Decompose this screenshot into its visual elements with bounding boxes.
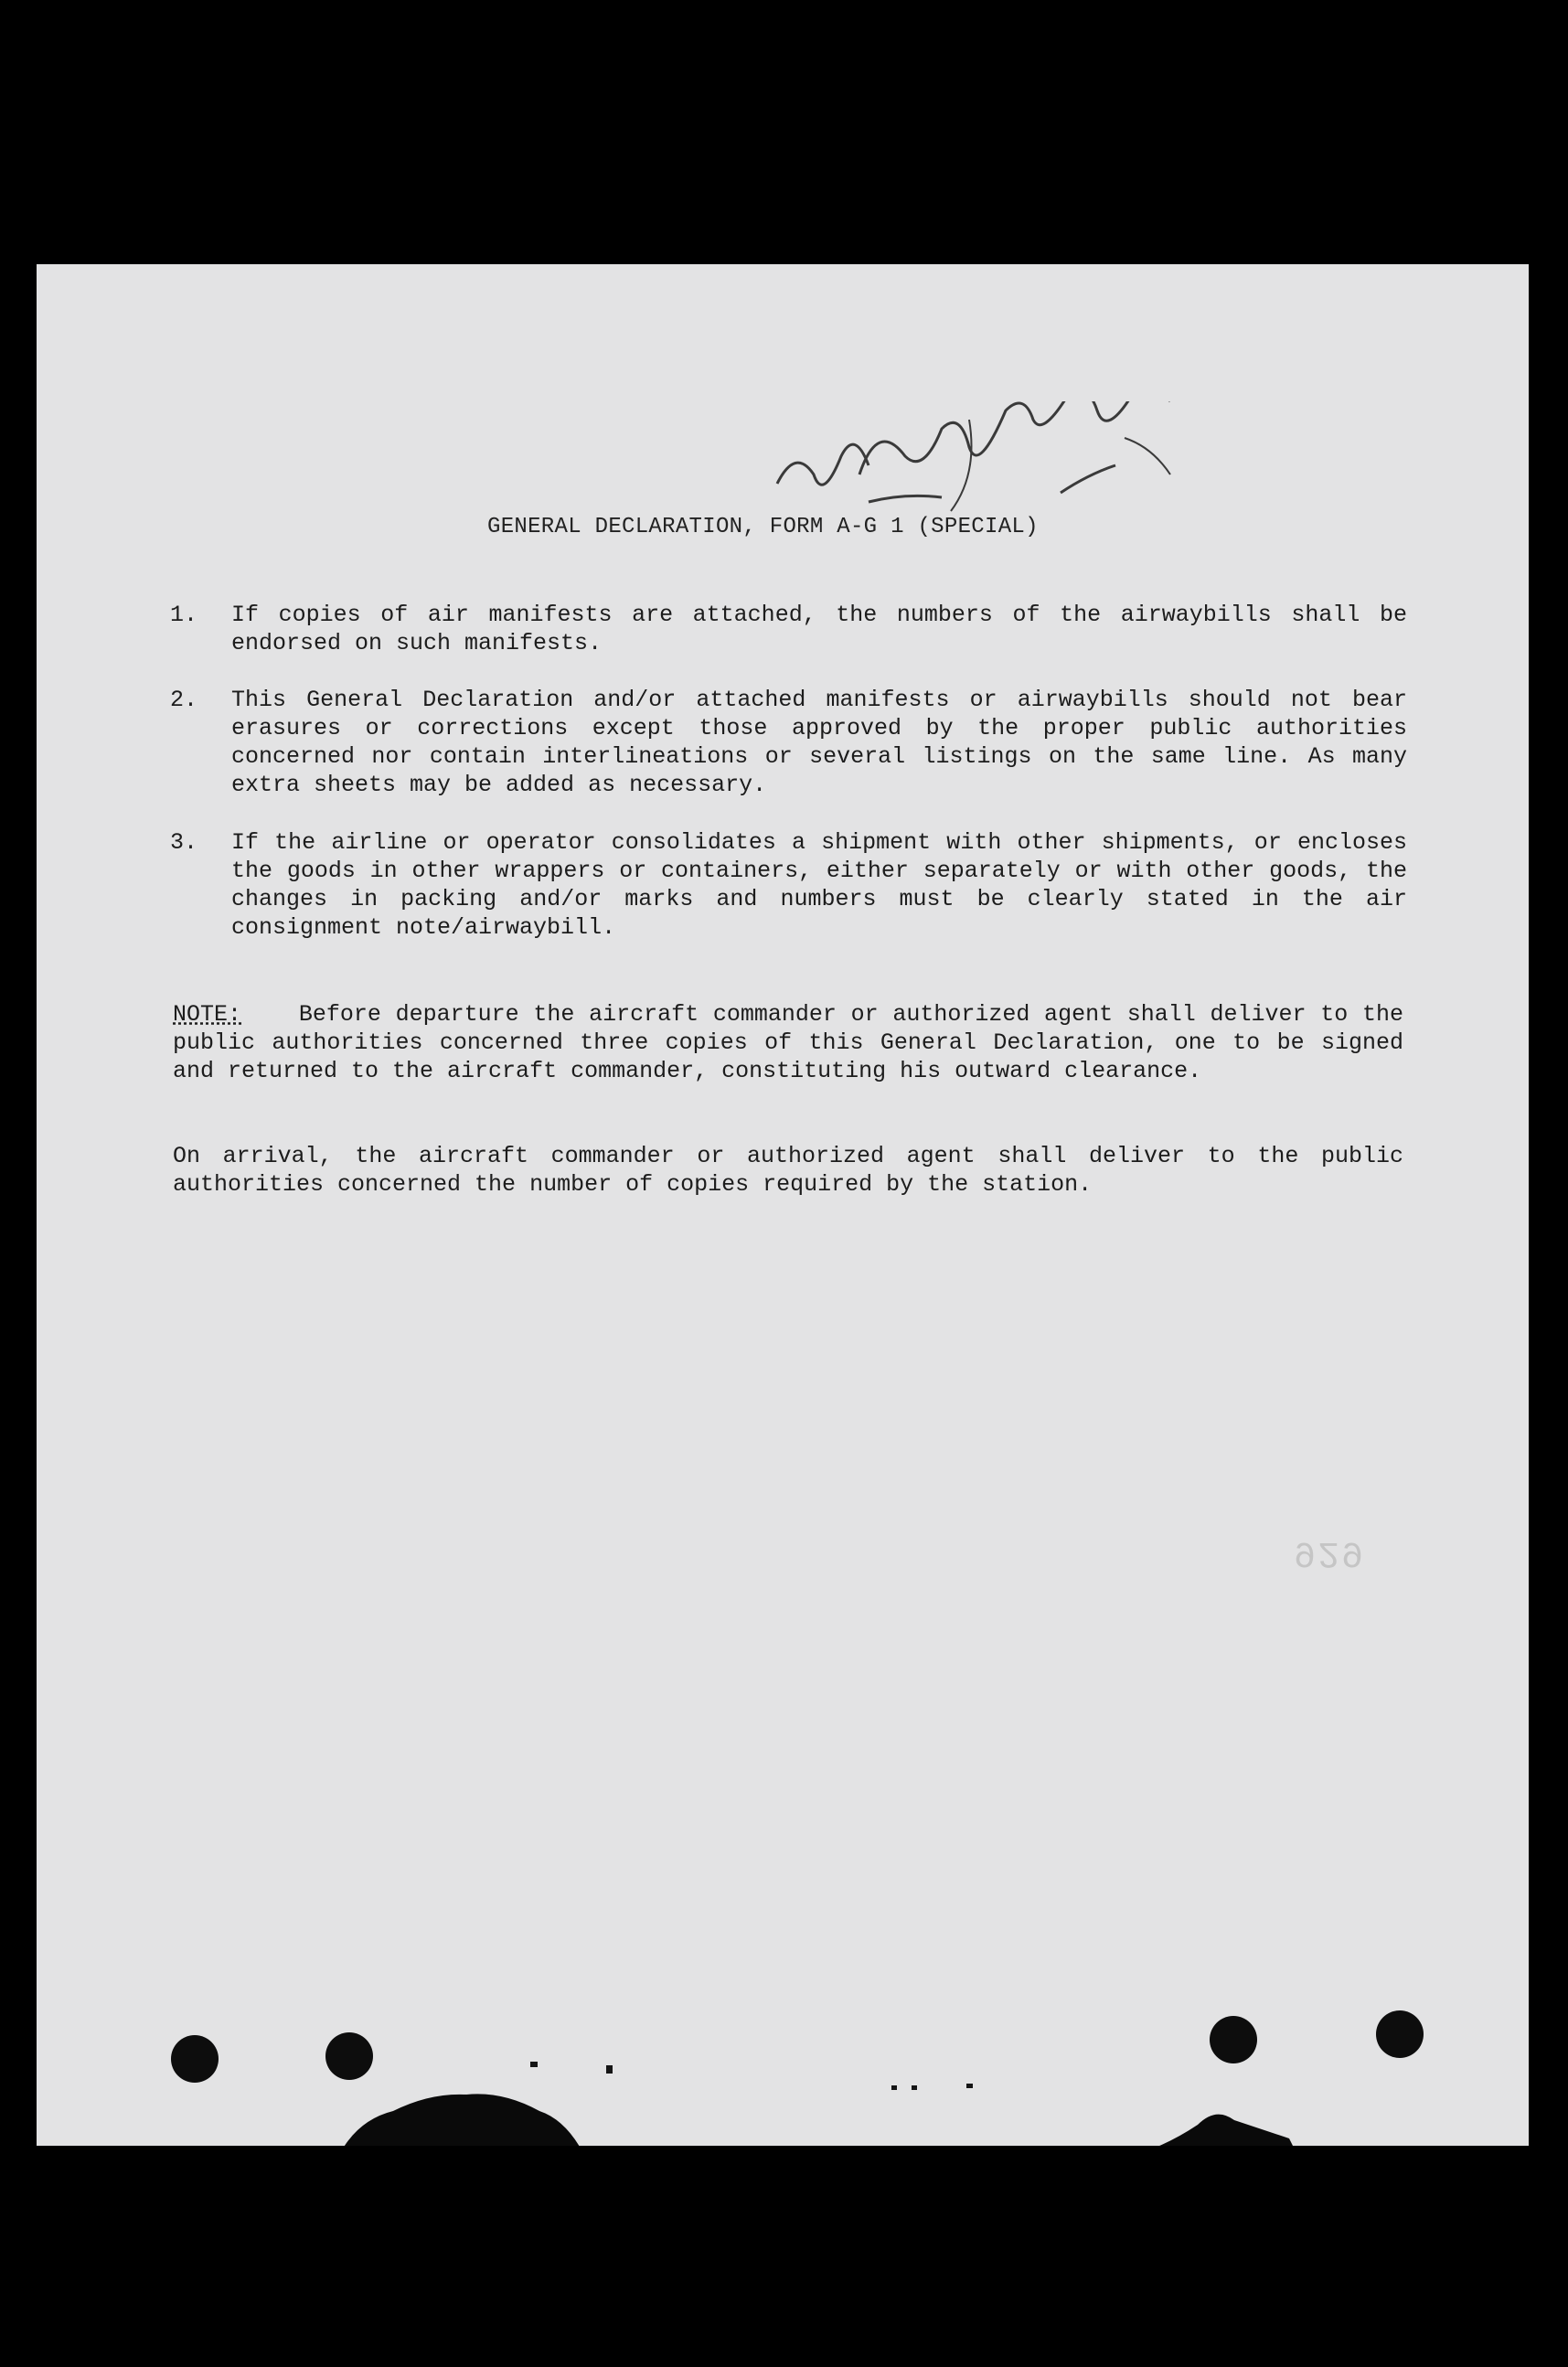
- torn-edge-mark: [338, 2084, 613, 2146]
- ink-speck: [530, 2062, 538, 2067]
- list-item: [170, 601, 1413, 659]
- item-number: 3.: [170, 829, 198, 856]
- item-text: This General Declaration and/or attached manifests or airwaybills should not bear erasures or corrections except those approved by the proper public authorities concerned nor contain interlineations or several listings on the same line. As many extra sheets may be added as necessary.: [231, 687, 1407, 798]
- punch-hole: [171, 2035, 219, 2083]
- punch-hole: [325, 2032, 373, 2080]
- item-text: If copies of air manifests are attached, the numbers of the airwaybills shall be endorsed on such manifests.: [231, 602, 1407, 656]
- ink-speck: [966, 2084, 973, 2088]
- item-number: 2.: [170, 687, 198, 713]
- list-item: [170, 828, 1413, 944]
- faded-stamp-number: 929: [1294, 1531, 1366, 1573]
- document-title: GENERAL DECLARATION, FORM A-G 1 (SPECIAL): [487, 515, 1039, 539]
- note-label: NOTE:: [173, 1001, 242, 1028]
- list-item: [170, 686, 1413, 801]
- document-page: [37, 264, 1529, 2146]
- item-text: If the airline or operator consolidates a shipment with other shipments, or encloses the goods in other wrappers or containers, either separately or with other goods, the changes in packing and/or marks and numbers must be clearly stated in the air consignment note/airwaybill.: [231, 829, 1407, 941]
- note-paragraph: [173, 1000, 1403, 1085]
- ink-speck: [606, 2065, 613, 2074]
- ink-speck: [891, 2085, 897, 2090]
- torn-edge-mark: [1143, 2102, 1298, 2146]
- note-text: Before departure the aircraft commander or authorized agent shall deliver to the public authorities concerned three copies of this General Declaration, one to be signed and returned to the aircraft commander, constituting his outward clearance.: [173, 1001, 1403, 1084]
- arrival-paragraph: On arrival, the aircraft commander or authorized agent shall deliver to the public authorities concerned the number of copies required by the station.: [173, 1143, 1403, 1198]
- ink-speck: [912, 2085, 917, 2090]
- punch-hole: [1376, 2010, 1424, 2058]
- item-number: 1.: [170, 602, 198, 628]
- punch-hole: [1210, 2016, 1257, 2063]
